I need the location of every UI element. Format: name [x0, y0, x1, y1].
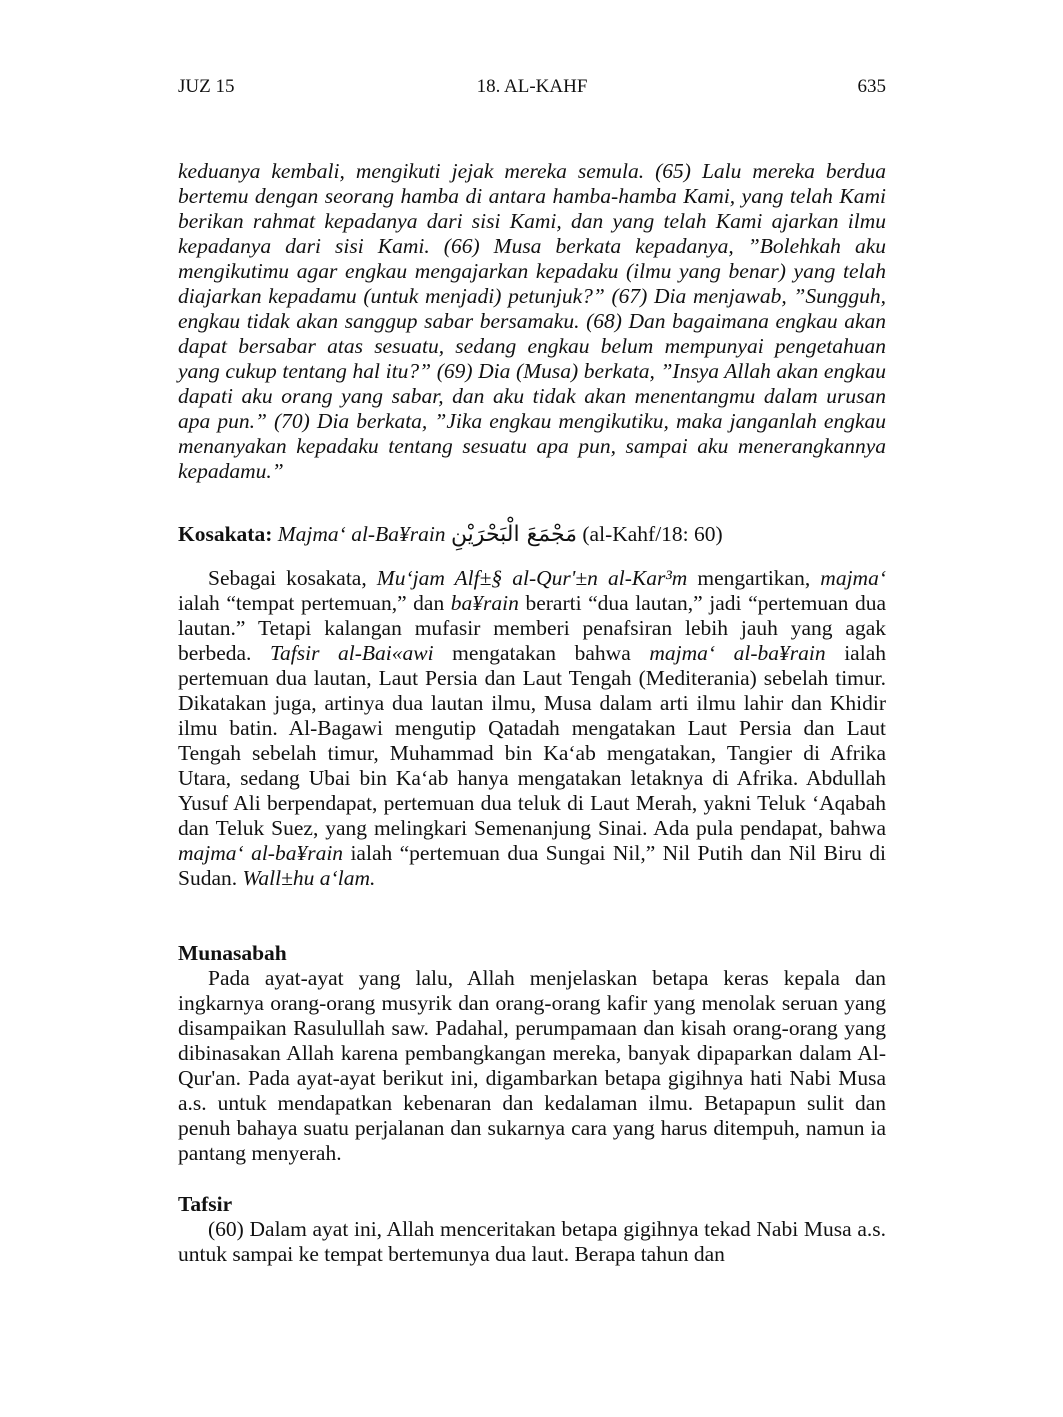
kosakata-paragraph	[178, 566, 886, 891]
kosakata-label: Kosakata:	[178, 522, 273, 546]
italic-run: majma‘ al-ba¥rain	[649, 641, 826, 665]
kosakata-arabic: مَجْمَعَ الْبَحْرَيْنِ	[450, 522, 578, 547]
text-run: Sebagai kosakata,	[208, 566, 377, 590]
italic-run: Wall±hu a‘lam.	[242, 866, 376, 890]
translation-text: keduanya kembali, mengikuti jejak mereka semula. (65) Lalu mereka berdua bertemu dengan seorang hamba di antara hamba-hamba Kami, yang telah Kami berikan rahmat kepadanya dari sisi Kami, dan yang telah Kami ajarkan ilmu kepadanya dari sisi Kami. (66) Musa berkata kepadanya, ”Bolehkah aku mengikutimu agar engkau mengajarkan kepadaku (ilmu yang benar) yang telah diajarkan kepadamu (untuk menjadi) petunjuk?” (67) Dia menjawab, ”Sungguh, engkau tidak akan sanggup sabar bersamaku. (68) Dan bagaimana engkau akan dapat bersabar atas sesuatu, sedang engkau belum mempunyai pengetahuan yang cukup tentang hal itu?” (69) Dia (Musa) berkata, ”Insya Allah akan engkau dapati aku orang yang sabar, dan aku tidak akan menentangmu dalam urusan apa pun.” (70) Dia berkata, ”Jika engkau mengikutiku, maka janganlah engkau menanyakan kepadaku tentang sesuatu apa pun, sampai aku menerangkannya kepadamu.”	[178, 159, 886, 483]
text-run: ialah “tempat pertemuan,” dan	[178, 591, 451, 615]
translation-paragraph	[178, 159, 886, 484]
page-header	[178, 76, 886, 102]
munasabah-section	[178, 966, 886, 1166]
kosakata-explanation	[178, 566, 886, 891]
text-run: ialah “pertemuan dua Sungai Nil,” Nil Putih dan Nil Biru di Sudan.	[178, 841, 886, 890]
italic-run: Tafsir al-Bai«awi	[270, 641, 434, 665]
text-run: ialah pertemuan dua lautan, Laut Persia dan Laut Tengah (Mediterania) sebelah timur. Dikatakan juga, artinya dua lautan ilmu, Musa dalam arti ilmu lahir dan Khidir ilmu batin. Al-Bagawi mengutip Qatadah mengatakan Laut Persia dan Laut Tengah sebelah timur, Muhammad bin Ka‘ab mengatakan, Tangier di Afrika Utara, sedang Ubai bin Ka‘ab hanya mengatakan letaknya di Afrika. Abdullah Yusuf Ali berpendapat, pertemuan dua teluk di Laut Merah, yakni Teluk ‘Aqabah dan Teluk Suez, yang melingkari Semenanjung Sinai. Ada pula pendapat, bahwa	[178, 641, 886, 840]
text-run: mengatakan bahwa	[433, 641, 650, 665]
munasabah-paragraph: Pada ayat-ayat yang lalu, Allah menjelaskan betapa keras kepala dan ingkarnya orang-orang musyrik dan orang-orang kafir yang menolak seruan yang disampaikan Rasulullah saw. Padahal, perumpamaan dan kisah orang-orang yang dibinasakan Allah karena pembangkangan mereka, banyak dipaparkan dalam Al-Qur'an. Pada ayat-ayat berikut ini, digambarkan betapa gigihnya hati Nabi Musa a.s. untuk mendapatkan kebenaran dan kedalaman ilmu. Betapapun sulit dan penuh bahaya suatu perjalanan dan sukarnya cara yang harus ditempuh, namun ia pantang menyerah.	[178, 966, 886, 1165]
italic-run: majma‘ al-ba¥rain	[178, 841, 344, 865]
juz-label: JUZ 15	[178, 76, 235, 97]
kosakata-term: Majma‘ al-Ba¥rain	[277, 522, 446, 546]
text-run: berarti “dua lautan,” jadi “pertemuan dua lautan.” Tetapi kalangan mufasir memberi penafsiran lebih jauh yang agak berbeda.	[178, 591, 886, 665]
italic-run: ba¥rain	[450, 591, 519, 615]
tafsir-section	[178, 1217, 886, 1267]
kosakata-heading	[178, 520, 886, 549]
italic-run: majma‘	[820, 566, 886, 590]
page-number: 635	[857, 76, 886, 97]
munasabah-heading: Munasabah	[178, 941, 287, 965]
text-run: mengartikan,	[687, 566, 821, 590]
tafsir-paragraph: (60) Dalam ayat ini, Allah menceritakan betapa gigihnya tekad Nabi Musa a.s. untuk sampai ke tempat bertemunya dua laut. Berapa tahun dan	[178, 1217, 886, 1266]
tafsir-heading: Tafsir	[178, 1192, 233, 1216]
italic-run: Mu‘jam Alf±§ al-Qur'±n al-Kar³m	[376, 566, 688, 590]
surah-title: 18. AL-KAHF	[476, 76, 588, 97]
kosakata-reference: (al-Kahf/18: 60)	[582, 522, 723, 546]
